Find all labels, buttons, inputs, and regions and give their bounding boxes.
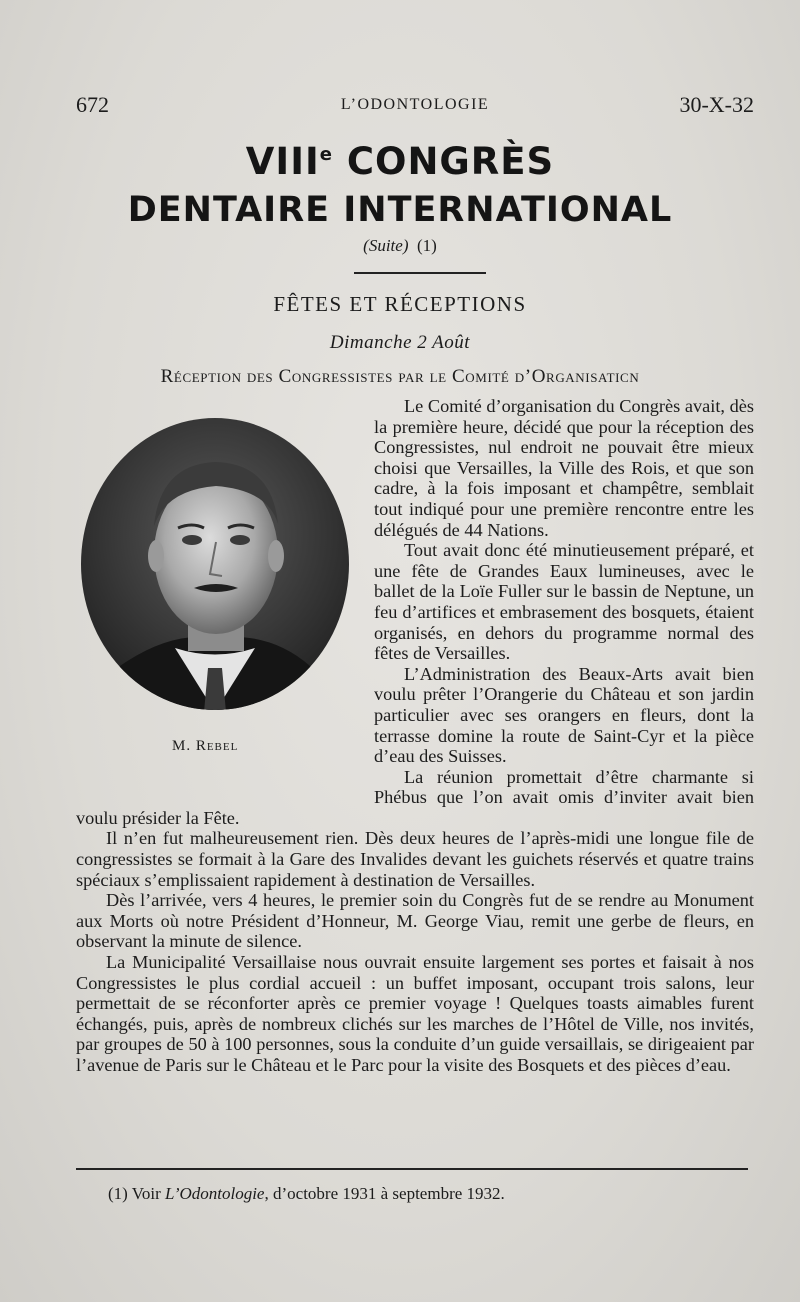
journal-name: L’ODONTOLOGIE [340, 96, 490, 113]
subtitle-suite: (Suite) [363, 236, 409, 255]
paragraph: Le Comité d’organisation du Congrès avait, dès la première heure, décidé que pour la réception des Congressistes, nul endroit ne pouvait être mieux choisi que Versailles, la Ville des Rois, et que son cadre, à la fois imposant et champêtre, semblait tout indiqué pour une première rencontre entre les délégués de 44 Nations. [374, 396, 754, 540]
title-line-1 [0, 140, 800, 183]
subtitle [0, 236, 800, 256]
paragraph: Dès l’arrivée, vers 4 heures, le premier soin du Congrès fut de se rendre au Monument aux Morts où notre Président d’Honneur, M. George Viau, remit une gerbe de fleurs, en observant la minute de silence. [76, 890, 754, 952]
title-divider [354, 272, 486, 274]
paragraph: La Municipalité Versaillaise nous ouvrait ensuite largement ses portes et faisait à nos Congressistes le plus cordial accueil : un buffet imposant, occupant trois salons, leur permettait de se réconforter après ce premier voyage ! Quelques toasts aimables furent échangés, puis, après de nombreux clichés sur les marches de l’Hôtel de Ville, nos invités, par groupes de 50 à 100 personnes, sous la conduite d’un guide versaillais, se dirigeaient par l’avenue de Paris sur le Château et le Parc pour la visite des Bosquets et des pièces d’eau. [76, 952, 754, 1075]
footnote [108, 1184, 505, 1204]
title-line-2: DENTAIRE INTERNATIONAL [127, 190, 673, 230]
footnote-journal: L’Odontologie [165, 1184, 265, 1203]
section-heading: FÊTES ET RÉCEPTIONS [273, 292, 527, 316]
article-body [76, 396, 754, 1076]
running-head [76, 92, 754, 120]
reception-heading: Réception des Congressistes par le Comité d’Organisaticn [160, 366, 640, 387]
footnote-divider [76, 1168, 748, 1170]
subtitle-note-ref: (1) [417, 236, 437, 255]
portrait-space [76, 396, 374, 788]
footnote-rest: , d’octobre 1931 à septembre 1932. [264, 1184, 505, 1203]
paragraph: La réunion promettait d’être charmante si Phébus que l’on avait omis d’inviter avait bien voulu présider la Fête. [76, 766, 754, 828]
footnote-prefix: (1) Voir [108, 1184, 165, 1203]
paragraph: Tout avait donc été minutieusement préparé, et une fête de Grandes Eaux lumineuses, avec le ballet de la Loïe Fuller sur le bassin de Neptune, un feu d’artifices et embrasement des bosquets, étaient organisés, en dehors du programme normal des fêtes de Versailles. [374, 540, 754, 664]
title-ordinal: VIII [245, 140, 320, 183]
paragraph: L’Administration des Beaux-Arts avait bien voulu prêter l’Orangerie du Château et son jardin particulier avec ses orangers en fleurs, dont la terrasse domine la route de Saint-Cyr et la pièce d’eau des Suisses. [374, 663, 754, 767]
title-congres: CONGRÈS [332, 140, 555, 183]
issue-date: 30-X-32 [679, 92, 754, 117]
paragraph: Il n’en fut malheureusement rien. Dès deux heures de l’après-midi une longue file de congressistes se formait à la Gare des Invalides devant les guichets réservés et quatre trains spéciaux s’emplissaient rapidement à destination de Versailles. [76, 828, 754, 890]
page-number: 672 [76, 92, 109, 117]
portrait-caption: M. Rebel [172, 738, 239, 754]
date-heading: Dimanche 2 Août [329, 332, 471, 353]
title-ordinal-suffix: e [319, 144, 333, 165]
